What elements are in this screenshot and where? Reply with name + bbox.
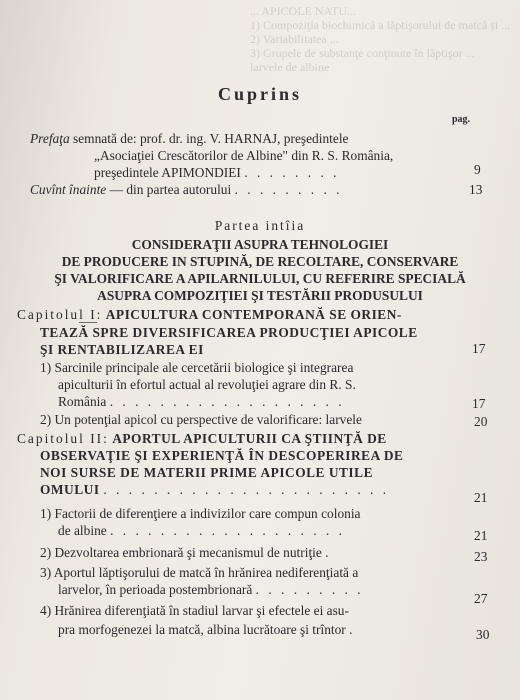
toc-item: 1) Factorii de diferenţiere a indivizilor care compun colonia — [40, 506, 361, 521]
dot-leader: . . . . . . . . . . . . . . . . . . . — [109, 394, 345, 409]
chapter-1-heading — [17, 307, 402, 323]
dot-leader: . . . . . . . . . — [255, 582, 364, 597]
chapter-1-title-line: TEAZĂ SPRE DIVERSIFICAREA PRODUCŢIEI APICOLE — [40, 325, 418, 340]
toc-item-wrap — [58, 394, 345, 410]
chapter-2-title-line: OBSERVAŢIE ŞI EXPERIENŢĂ ÎN DESCOPERIREA DE — [40, 448, 404, 463]
toc-item: larvelor, în perioada postembrionară — [58, 582, 253, 597]
toc-item-wrap — [58, 622, 355, 638]
item-page: 20 — [474, 414, 488, 429]
prefata-title: Prefaţa — [30, 131, 70, 146]
part-title-line: ASUPRA COMPOZIŢIEI ŞI TESTĂRII PRODUSULUI — [97, 288, 423, 303]
chapter-1-label: Capitolul I: — [17, 307, 103, 322]
chapter-2-page: 21 — [474, 490, 488, 505]
dot-leader: . — [349, 622, 356, 637]
part-title-line: ŞI VALORIFICARE A APILARNILULUI, CU REFERIRE SPECIALĂ — [54, 271, 466, 286]
toc-item-wrap — [58, 523, 345, 539]
toc-entry-prefata — [30, 131, 349, 147]
chapter-1-page: 17 — [472, 341, 486, 356]
chapter-2-title-line: NOI SURSE DE MATERII PRIME APICOLE UTILE — [40, 465, 373, 480]
dot-leader: . . . . . . . . . . . . . . . . . . . — [110, 523, 345, 538]
toc-item: 2) Un potenţial apicol cu perspective de valorificare: larvele — [40, 412, 362, 427]
dot-leader: . . . . . . . . — [244, 165, 340, 180]
bleed-line: 3) Grupele de substanţe conţinute în lăptişor ... — [250, 46, 475, 60]
toc-item: 4) Hrănirea diferenţiată în stadiul larvar şi efectele ei asu- — [40, 603, 349, 618]
bleed-line: 2) Variabilitatea ... — [250, 32, 339, 46]
page-column-label: pag. — [452, 114, 471, 125]
part-label-text: Partea intîia — [214, 218, 306, 233]
bleed-through-text — [0, 0, 520, 74]
part-title-line: CONSIDERAŢII ASUPRA TEHNOLOGIEI — [131, 237, 389, 252]
toc-item: pra morfogenezei la matcă, albina lucrătoare şi trîntor — [58, 622, 346, 637]
chapter-2-label: Capitolul II: — [17, 431, 109, 446]
prefata-text-3: preşedintele APIMONDIEI — [94, 165, 241, 180]
toc-item: apiculturii în efortul actual al revoluţiei agrare din R. S. — [58, 377, 356, 392]
chapter-2-title-line-wrap — [40, 482, 389, 498]
toc-item: 2) Dezvoltarea embrionară şi mecanismul de nutriţie — [40, 545, 322, 560]
item-page: 21 — [474, 528, 488, 543]
divider — [79, 322, 97, 323]
item-page: 27 — [474, 591, 488, 606]
item-page: 17 — [472, 396, 486, 411]
bleed-line: larvele de albine — [250, 60, 330, 74]
dot-leader: . . . . . . . . . — [234, 182, 343, 197]
toc-item-wrap — [40, 545, 332, 561]
page-title: Cuprins — [217, 84, 303, 104]
chapter-2-title-line: APORTUL APICULTURII CA ŞTIINŢĂ DE — [112, 431, 387, 446]
bleed-line: ... APICOLE NATU... — [250, 4, 357, 18]
toc-item: de albine — [58, 523, 107, 538]
item-page: 30 — [476, 627, 490, 642]
prefata-text-2: „Asociaţiei Crescătorilor de Albine" din R. S. România, — [94, 148, 394, 163]
dot-leader: . . . . . . . . . . . . . . . . . . . . . . . — [103, 482, 390, 497]
toc-item: 3) Aportul lăptişorului de matcă în hrănirea nediferenţiată a — [40, 565, 359, 580]
cuvint-text: — din partea autorului — [109, 182, 232, 197]
chapter-1-title-line: ŞI RENTABILIZAREA EI — [40, 342, 204, 357]
chapter-1-title-line: APICULTURA CONTEMPORANĂ SE ORIEN- — [105, 307, 402, 322]
toc-item: România — [58, 394, 107, 409]
prefata-text-1: semnată de: prof. dr. ing. V. HARNAJ, preşedintele — [73, 131, 349, 146]
toc-item: 1) Sarcinile principale ale cercetării biologice şi integrarea — [40, 360, 354, 375]
cuvint-title: Cuvînt înainte — [30, 182, 107, 197]
toc-item-wrap — [58, 582, 364, 598]
chapter-2-title-line: OMULUI — [40, 482, 100, 497]
prefata-page: 9 — [474, 162, 481, 177]
chapter-2-heading — [17, 431, 387, 447]
prefata-text-3-wrap — [94, 165, 339, 181]
toc-entry-cuvint — [30, 182, 343, 198]
cuvint-page: 13 — [469, 182, 483, 197]
part-title-line: DE PRODUCERE IN STUPINĂ, DE RECOLTARE, CONSERVARE — [61, 254, 459, 269]
bleed-line: 1) Compoziţia biochimică a lăptişorului de matcă şi ... — [250, 18, 511, 32]
item-page: 23 — [474, 549, 488, 564]
dot-leader: . — [325, 545, 332, 560]
part-label — [0, 218, 520, 234]
